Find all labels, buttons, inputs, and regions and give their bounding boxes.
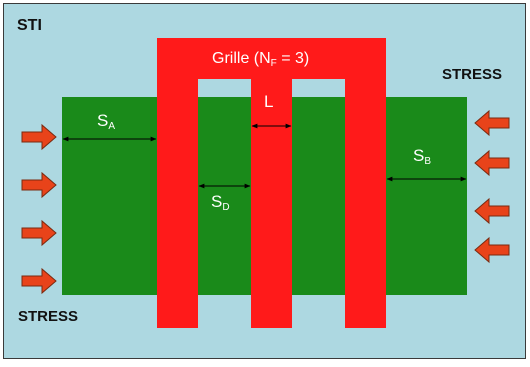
stress-arrow-icon — [475, 111, 509, 135]
stress-label-top: STRESS — [442, 66, 503, 83]
gate-label-subscript: F — [270, 58, 277, 69]
gate-finger-2 — [251, 38, 292, 328]
stress-label-bottom: STRESS — [18, 308, 79, 325]
l-label: L — [264, 92, 274, 111]
gate-label-suffix: = 3) — [276, 50, 310, 67]
sti-label: STI — [17, 17, 42, 34]
sd-label — [211, 192, 230, 213]
stress-arrow-icon — [22, 221, 56, 245]
sb-label-sub: B — [424, 156, 432, 167]
right-stress-arrows — [475, 111, 509, 262]
sa-label-main: S — [97, 111, 109, 130]
left-stress-arrows — [22, 125, 56, 293]
stress-arrow-icon — [475, 238, 509, 262]
stress-arrow-icon — [22, 173, 56, 197]
sb-label-main: S — [413, 146, 425, 165]
gate-label — [212, 50, 309, 69]
sd-label-sub: D — [222, 202, 230, 213]
gate — [157, 38, 386, 328]
stress-arrow-icon — [22, 125, 56, 149]
gate-finger-1 — [157, 38, 198, 328]
sa-label — [97, 111, 115, 132]
stress-arrow-icon — [22, 269, 56, 293]
sb-label — [413, 146, 431, 167]
sd-label-main: S — [211, 192, 223, 211]
gate-label-prefix: Grille (N — [212, 50, 271, 67]
gate-finger-3 — [345, 38, 386, 328]
stress-arrow-icon — [475, 199, 509, 223]
stress-arrow-icon — [475, 151, 509, 175]
sa-label-sub: A — [108, 121, 116, 132]
